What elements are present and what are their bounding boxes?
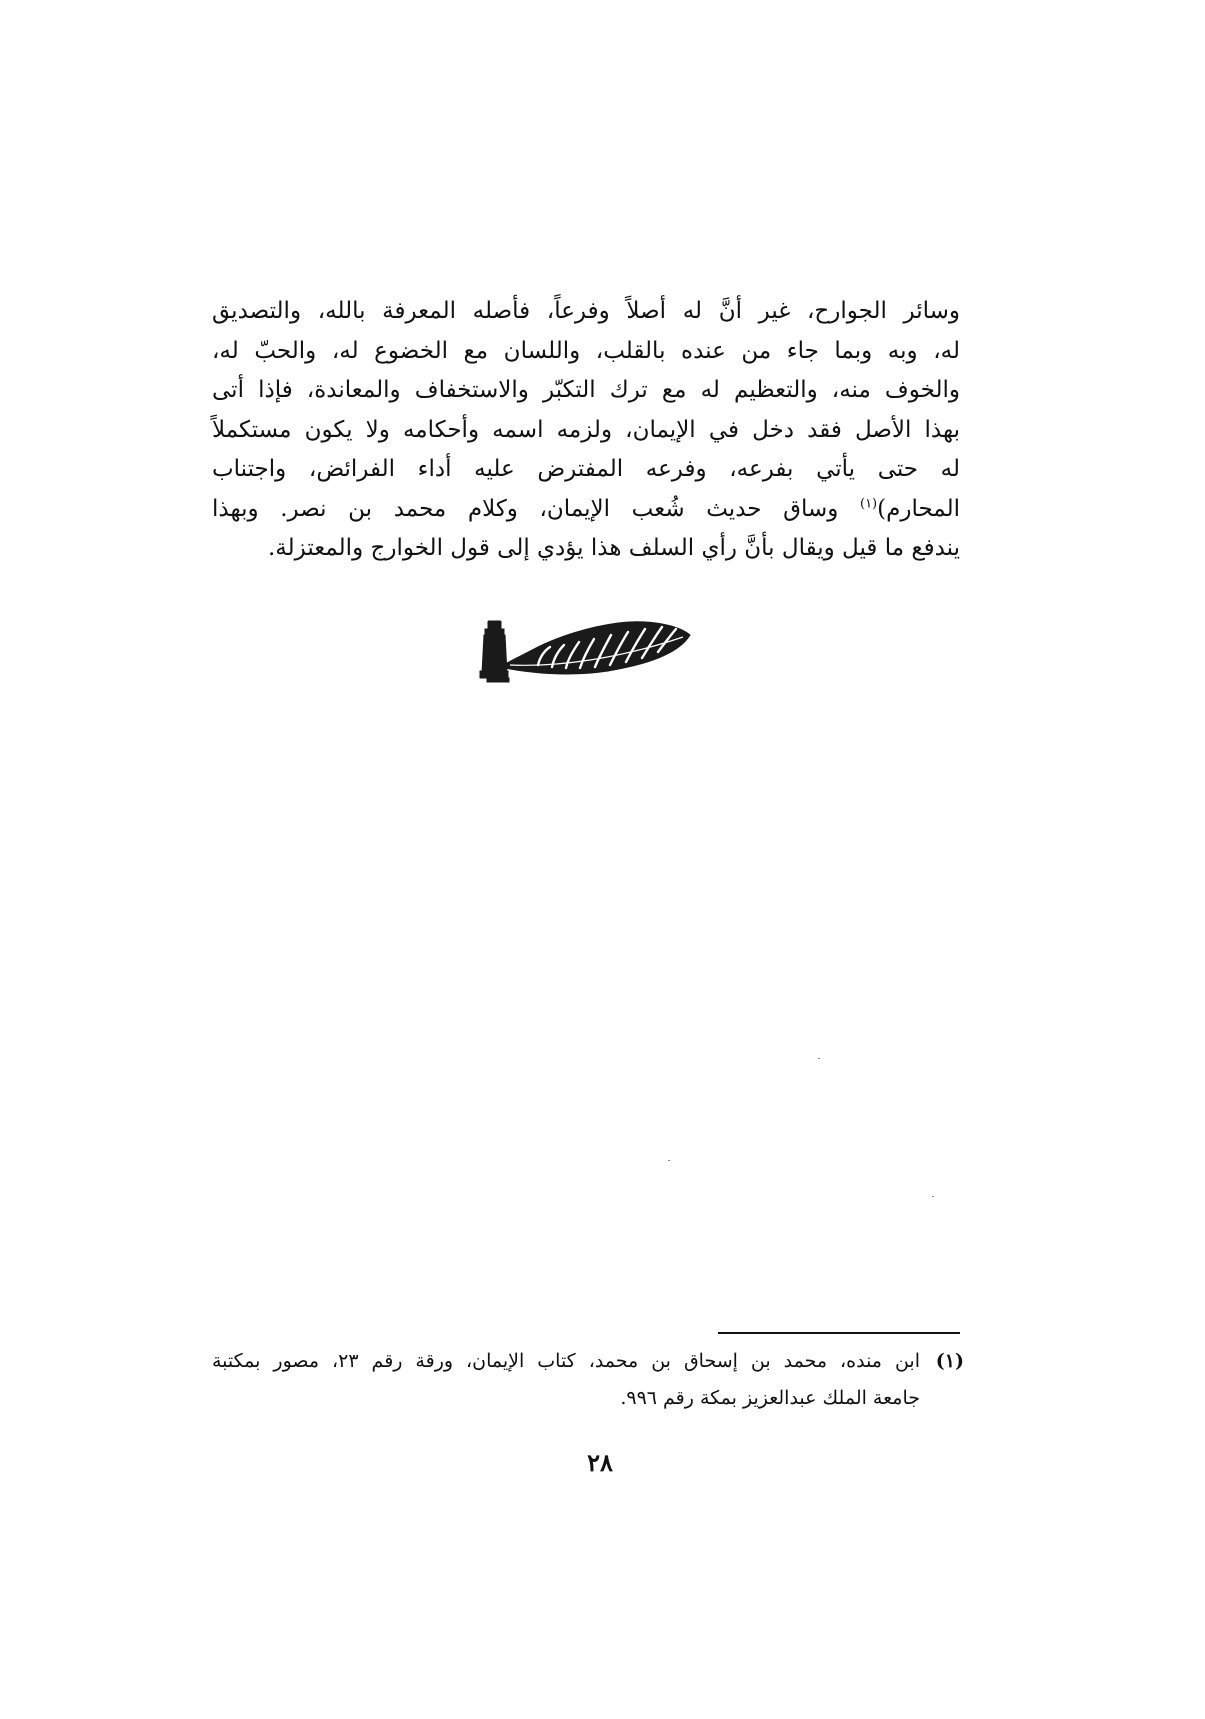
main-text-block [212,292,960,569]
footnotes-section [212,1343,964,1417]
text-segment: وساق حديث شُعب الإيمان، وكلام محمد بن نصر. وبهذا [212,495,860,522]
text-line: والخوف منه، والتعظيم له مع ترك التكبّر والاستخفاف والمعاندة، فإذا أتى [212,377,960,403]
text-segment: المحارم) [877,495,960,522]
text-line: يندفع ما قيل ويقال بأنَّ رأي السلف هذا يؤدي إلى قول الخوارج والمعتزلة. [268,535,960,561]
page-number: ٢٨ [587,1448,613,1477]
footnote-separator [718,1332,960,1334]
text-line: بهذا الأصل فقد دخل في الإيمان، ولزمه اسمه وأحكامه ولا يكون مستكملاً [212,416,960,443]
footnote-line: ابن منده، محمد بن إسحاق بن محمد، كتاب الإيمان، ورقة رقم ٢٣، مصور بمكتبة [212,1350,920,1372]
footnote-item [212,1343,964,1417]
scan-speck [818,1058,820,1059]
text-line: له حتى يأتي بفرعه، وفرعه المفترض عليه أداء الفرائض، واجتناب [212,456,960,482]
footnote-number: (١) [935,1350,964,1372]
text-line: له، وبه وبما جاء من عنده بالقلب، واللسان مع الخضوع له، والحبّ له، [212,337,960,364]
text-line-with-footnote-ref [212,490,960,530]
scan-speck [932,1196,934,1197]
footnote-line: جامعة الملك عبدالعزيز بمكة رقم ٩٩٦. [620,1387,920,1409]
quill-and-inkwell-ornament-icon [478,615,698,691]
text-line: وسائر الجوارح، غير أنَّ له أصلاً وفرعاً، فأصله المعرفة بالله، والتصديق [212,298,960,324]
footnote-text [212,1343,920,1417]
scan-speck [668,1160,670,1161]
footnote-reference[interactable]: (١) [859,495,878,511]
